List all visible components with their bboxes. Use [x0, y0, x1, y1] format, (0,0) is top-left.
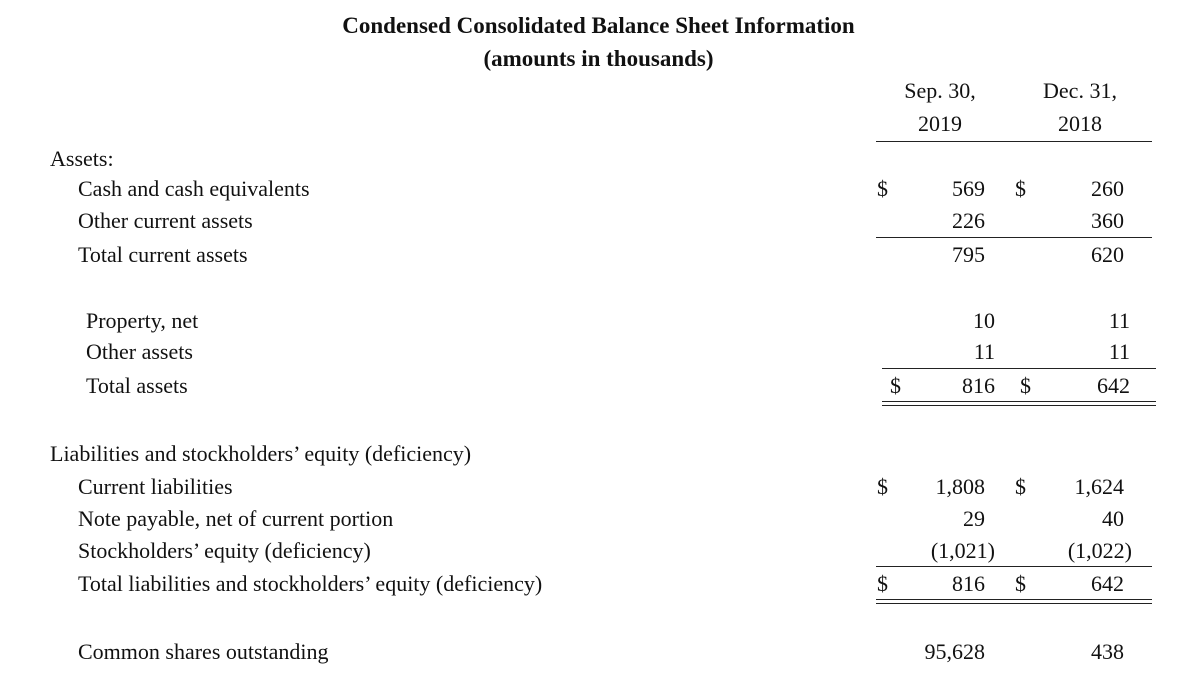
cash-value-2019: 569: [952, 176, 985, 201]
cash-currency-2019: $: [877, 176, 888, 201]
total-assets-value-2019: 816: [962, 373, 995, 398]
page-title: Condensed Consolidated Balance Sheet Information: [342, 13, 855, 38]
total-current-assets-label: Total current assets: [78, 242, 248, 267]
current-liabilities-label: Current liabilities: [78, 474, 233, 499]
current-liabilities-currency-2018: $: [1015, 474, 1026, 499]
property-net-value-2019: 10: [973, 308, 995, 333]
stockholders-equity-value-2019: (1,021): [930, 538, 995, 563]
double-underline-total-assets: [882, 401, 1156, 406]
total-assets-label: Total assets: [86, 373, 188, 398]
total-current-assets-value-2018: 620: [1091, 242, 1124, 267]
total-liabilities-value-2019: 816: [952, 571, 985, 596]
cash-label: Cash and cash equivalents: [78, 176, 310, 201]
header-underline: [876, 141, 1152, 142]
other-assets-label: Other assets: [86, 339, 193, 364]
current-liabilities-value-2019: 1,808: [935, 474, 985, 499]
property-net-label: Property, net: [86, 308, 199, 333]
column-header-dec-2018-line1: Dec. 31,: [1043, 78, 1117, 103]
total-liabilities-label: Total liabilities and stockholders’ equity (deficiency): [78, 571, 543, 596]
total-assets-currency-2018: $: [1020, 373, 1031, 398]
other-current-assets-value-2018: 360: [1091, 208, 1124, 233]
common-shares-value-2018: 438: [1091, 639, 1124, 664]
column-header-sep-2019-line1: Sep. 30,: [904, 78, 976, 103]
cash-currency-2018: $: [1015, 176, 1026, 201]
liabilities-heading: Liabilities and stockholders’ equity (deficiency): [50, 441, 472, 466]
assets-heading: Assets:: [50, 146, 114, 171]
subtotal-rule-liabilities: [876, 566, 1152, 567]
other-assets-value-2018: 11: [1108, 339, 1130, 364]
note-payable-value-2018: 40: [1102, 506, 1124, 531]
column-header-sep-2019-line2: 2019: [918, 111, 962, 136]
subtotal-rule-current-assets: [876, 237, 1152, 238]
double-underline-total-liabilities: [876, 599, 1152, 604]
total-liabilities-currency-2018: $: [1015, 571, 1026, 596]
note-payable-value-2019: 29: [963, 506, 985, 531]
other-current-assets-label: Other current assets: [78, 208, 253, 233]
total-current-assets-value-2019: 795: [952, 242, 985, 267]
note-payable-label: Note payable, net of current portion: [78, 506, 394, 531]
total-liabilities-value-2018: 642: [1091, 571, 1124, 596]
current-liabilities-value-2018: 1,624: [1074, 474, 1124, 499]
property-net-value-2018: 11: [1108, 308, 1130, 333]
current-liabilities-currency-2019: $: [877, 474, 888, 499]
total-assets-currency-2019: $: [890, 373, 901, 398]
common-shares-label: Common shares outstanding: [78, 639, 329, 664]
other-current-assets-value-2019: 226: [952, 208, 985, 233]
total-assets-value-2018: 642: [1097, 373, 1130, 398]
subtotal-rule-total-assets: [882, 368, 1156, 369]
column-header-dec-2018-line2: 2018: [1058, 111, 1102, 136]
other-assets-value-2019: 11: [973, 339, 995, 364]
total-liabilities-currency-2019: $: [877, 571, 888, 596]
cash-value-2018: 260: [1091, 176, 1124, 201]
page-subtitle: (amounts in thousands): [483, 46, 714, 71]
common-shares-value-2019: 95,628: [924, 639, 985, 664]
stockholders-equity-label: Stockholders’ equity (deficiency): [78, 538, 371, 563]
stockholders-equity-value-2018: (1,022): [1067, 538, 1132, 563]
